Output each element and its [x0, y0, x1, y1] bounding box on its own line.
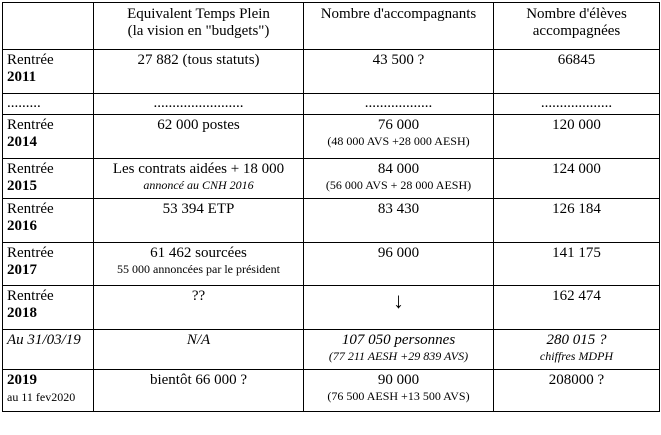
cell-eleves: 126 184: [494, 199, 660, 243]
row-label-text: Rentrée: [7, 117, 54, 133]
cell-etp: 53 394 ETP: [94, 199, 304, 243]
row-label-text: Rentrée: [7, 245, 54, 261]
cell-acc: [304, 286, 494, 330]
row-year: 2011: [7, 69, 37, 85]
header-etp-line2: (la vision en "budgets"): [127, 23, 270, 39]
cell-eleves: 66845: [494, 50, 660, 94]
row-year: 2018: [7, 305, 37, 321]
cell-eleves: 124 000: [494, 159, 660, 199]
eleves-note: chiffres MDPH: [539, 349, 614, 363]
cell-etp: N/A: [94, 330, 304, 370]
row-label-text: Rentrée: [7, 161, 54, 177]
table-row: [3, 94, 660, 115]
cell-etp: ??: [94, 286, 304, 330]
row-label-text: Rentrée: [7, 288, 54, 304]
table-row: [3, 243, 660, 286]
row-date-note: au 11 fev2020: [7, 390, 76, 404]
table-row: [3, 370, 660, 412]
cell-etp: 62 000 postes: [94, 115, 304, 159]
header-empty: [3, 3, 94, 50]
cell-acc: 96 000: [304, 243, 494, 286]
header-eleves-line2: accompagnées: [532, 23, 621, 39]
etp-note: 55 000 annoncées par le président: [117, 262, 280, 276]
cell-etp: ........................: [94, 94, 304, 115]
etp-note: annoncé au CNH 2016: [143, 178, 254, 192]
table-row: [3, 286, 660, 330]
row-label: [3, 243, 94, 286]
row-year: 2019: [7, 372, 37, 388]
cell-eleves: [494, 330, 660, 370]
table-row: [3, 330, 660, 370]
table-row: [3, 50, 660, 94]
header-row: [3, 3, 660, 50]
cell-acc: [304, 115, 494, 159]
acc-value: 107 050 personnes: [341, 332, 456, 348]
acc-value: 84 000: [377, 161, 420, 177]
header-eleves-line1: Nombre d'élèves: [526, 6, 627, 22]
table-row: [3, 159, 660, 199]
header-accompagnants: Nombre d'accompagnants: [304, 3, 494, 50]
row-year: 2016: [7, 218, 37, 234]
cell-eleves: 120 000: [494, 115, 660, 159]
table-row: [3, 199, 660, 243]
cell-acc: [304, 159, 494, 199]
eleves-value: 280 015 ?: [546, 332, 607, 348]
acc-detail: (76 500 AESH +13 500 AVS): [327, 389, 470, 403]
accompagnants-table: [2, 2, 660, 412]
down-arrow-icon: ↓: [393, 288, 404, 313]
acc-value: 76 000: [377, 117, 420, 133]
cell-etp: [94, 159, 304, 199]
cell-acc: 83 430: [304, 199, 494, 243]
header-eleves: [494, 3, 660, 50]
cell-eleves: 141 175: [494, 243, 660, 286]
row-label: [3, 370, 94, 412]
cell-etp: bientôt 66 000 ?: [94, 370, 304, 412]
row-label: [3, 115, 94, 159]
table-row: [3, 115, 660, 159]
row-label-text: Rentrée: [7, 201, 54, 217]
etp-value: Les contrats aidées + 18 000: [112, 161, 285, 177]
row-label: [3, 159, 94, 199]
cell-acc: ..................: [304, 94, 494, 115]
header-etp: [94, 3, 304, 50]
cell-acc: 43 500 ?: [304, 50, 494, 94]
row-year: 2017: [7, 262, 37, 278]
acc-detail: (56 000 AVS + 28 000 AESH): [325, 178, 472, 192]
acc-value: 90 000: [377, 372, 420, 388]
row-label: [3, 199, 94, 243]
acc-detail: (48 000 AVS +28 000 AESH): [327, 134, 470, 148]
row-label: [3, 50, 94, 94]
cell-acc: [304, 330, 494, 370]
cell-eleves: 162 474: [494, 286, 660, 330]
row-year: 2015: [7, 178, 37, 194]
cell-acc: [304, 370, 494, 412]
acc-detail: (77 211 AESH +29 839 AVS): [328, 349, 469, 363]
row-label: [3, 286, 94, 330]
cell-eleves: 208000 ?: [494, 370, 660, 412]
row-label: .........: [3, 94, 94, 115]
header-etp-line1: Equivalent Temps Plein: [127, 6, 270, 22]
etp-value: 61 462 sourcées: [150, 245, 247, 261]
cell-eleves: ...................: [494, 94, 660, 115]
row-label-text: Rentrée: [7, 52, 54, 68]
cell-etp: [94, 243, 304, 286]
cell-etp: 27 882 (tous statuts): [94, 50, 304, 94]
row-label: Au 31/03/19: [3, 330, 94, 370]
row-year: 2014: [7, 134, 37, 150]
